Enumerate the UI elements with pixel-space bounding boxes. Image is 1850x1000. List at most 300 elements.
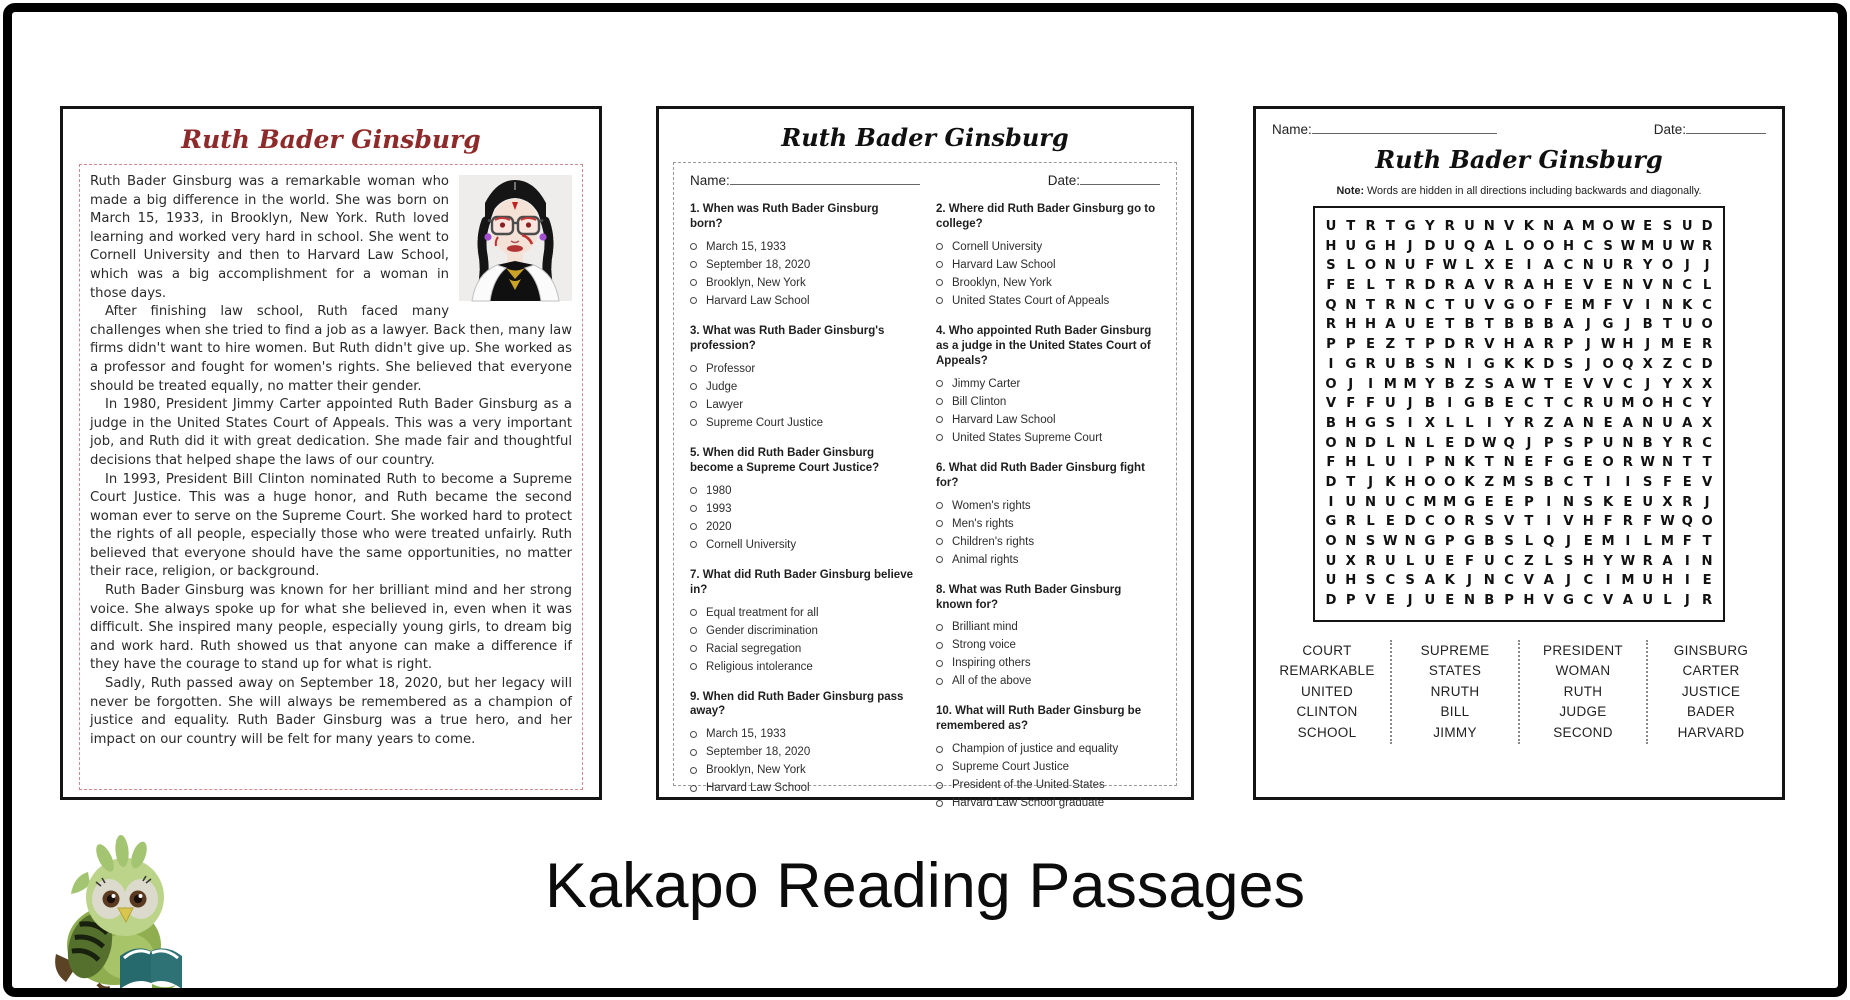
grid-letter: B bbox=[1642, 317, 1653, 333]
grid-letter: U bbox=[1642, 593, 1654, 609]
grid-letter: G bbox=[1404, 219, 1416, 234]
grid-letter: N bbox=[1701, 553, 1713, 569]
grid-letter: J bbox=[1684, 258, 1690, 274]
grid-letter: P bbox=[1543, 435, 1554, 451]
grid-letter: E bbox=[1445, 593, 1455, 609]
grid-row bbox=[1317, 473, 1721, 493]
grid-letter: J bbox=[1407, 593, 1413, 609]
grid-letter: J bbox=[1467, 573, 1472, 589]
option-label: United States Court of Appeals bbox=[952, 294, 1110, 307]
grid-letter: V bbox=[1503, 219, 1515, 234]
grid-letter: F bbox=[1544, 455, 1554, 471]
grid-letter: P bbox=[1524, 494, 1534, 510]
grid-letter: S bbox=[1603, 238, 1613, 254]
grid-letter: M bbox=[1581, 219, 1595, 234]
option-label: Brooklyn, New York bbox=[706, 764, 806, 777]
grid-letter: T bbox=[1484, 455, 1494, 471]
grid-letter: V bbox=[1622, 297, 1633, 313]
word-item: WOMAN bbox=[1555, 663, 1611, 679]
passage-paragraph: In 1993, President Bill Clinton nominated Ruth to become a Supreme Court Justice. This was a huge honor, and Ruth became the second woman ever to serve on the Supreme Court. She worked hard to protect the rights of all people, especially those who were treated unfairly. Ruth believed that everyone should have the same opportunities, no matter their race, religion, or background. bbox=[90, 471, 572, 580]
grid-letter: R bbox=[1682, 435, 1693, 451]
grid-letter: E bbox=[1682, 337, 1692, 353]
grid-letter: F bbox=[1643, 514, 1653, 530]
grid-letter: F bbox=[1603, 297, 1613, 313]
option-label: United States Supreme Court bbox=[952, 431, 1103, 444]
wordsearch-note bbox=[1256, 185, 1782, 197]
grid-letter: Y bbox=[1662, 435, 1673, 451]
passage-paragraph: Sadly, Ruth passed away on September 18, 2020, but her legacy will never be forgotten. She will always be remembered as a champion of justice and equality. Ruth Bader Ginsburg was a true hero, and her impact on our country will be felt for many years to come. bbox=[90, 676, 572, 747]
grid-row bbox=[1317, 434, 1721, 454]
option-label: Bill Clinton bbox=[952, 395, 1007, 408]
grid-letter: H bbox=[1345, 455, 1357, 471]
grid-letter: X bbox=[1345, 553, 1356, 569]
grid-letter: C bbox=[1583, 573, 1594, 589]
word-item: JUSTICE bbox=[1681, 683, 1741, 699]
word-item: UNITED bbox=[1300, 683, 1354, 699]
question-text: 1. When was Ruth Bader Ginsburg born? bbox=[690, 203, 879, 230]
question-text: 7. What did Ruth Bader Ginsburg believe in? bbox=[690, 568, 913, 596]
grid-letter: P bbox=[1425, 455, 1435, 471]
option-bullet-icon bbox=[936, 279, 943, 286]
grid-letter: O bbox=[1325, 534, 1337, 549]
grid-letter: T bbox=[1366, 297, 1376, 313]
grid-letter: T bbox=[1346, 219, 1356, 234]
word-item: PRESIDENT bbox=[1543, 642, 1623, 658]
grid-letter: J bbox=[1625, 317, 1631, 333]
option-bullet-icon bbox=[936, 556, 943, 563]
grid-letter: O bbox=[1602, 455, 1614, 471]
grid-letter: T bbox=[1682, 455, 1692, 471]
name-date-row bbox=[690, 173, 1160, 188]
grid-letter: O bbox=[1661, 258, 1674, 274]
option-label: Judge bbox=[706, 380, 738, 393]
word-search-page bbox=[1253, 106, 1785, 800]
grid-row bbox=[1317, 276, 1721, 296]
answer-option bbox=[936, 432, 1160, 444]
grid-letter: U bbox=[1345, 494, 1357, 510]
grid-letter: R bbox=[1444, 278, 1455, 294]
word-item: JUDGE bbox=[1559, 704, 1607, 720]
option-bullet-icon bbox=[936, 297, 943, 304]
answer-option bbox=[690, 625, 914, 637]
question-block bbox=[936, 324, 1160, 444]
grid-letter: N bbox=[1463, 593, 1476, 609]
grid-letter: U bbox=[1325, 573, 1337, 589]
date-field bbox=[1654, 122, 1766, 137]
option-label: Champion of justice and equality bbox=[952, 743, 1119, 756]
option-label: Harvard Law School bbox=[706, 294, 810, 307]
word-item: CARTER bbox=[1682, 663, 1740, 679]
grid-letter: U bbox=[1662, 415, 1673, 431]
grid-letter: F bbox=[1326, 278, 1336, 294]
date-blank-line bbox=[1686, 122, 1766, 134]
grid-letter: S bbox=[1425, 356, 1435, 372]
grid-letter: M bbox=[1581, 297, 1595, 313]
grid-letter: H bbox=[1582, 553, 1594, 569]
grid-letter: G bbox=[1464, 494, 1475, 510]
grid-letter: U bbox=[1464, 297, 1475, 313]
grid-letter: L bbox=[1346, 258, 1355, 274]
grid-letter: X bbox=[1662, 494, 1673, 510]
grid-letter: W bbox=[1640, 455, 1655, 471]
grid-letter: I bbox=[1684, 573, 1690, 589]
option-bullet-icon bbox=[690, 627, 697, 634]
grid-letter: D bbox=[1365, 435, 1376, 451]
grid-letter: D bbox=[1701, 219, 1713, 234]
grid-row bbox=[1317, 355, 1721, 375]
grid-letter: S bbox=[1563, 356, 1574, 372]
grid-letter: J bbox=[1704, 494, 1710, 510]
word-item: SECOND bbox=[1553, 724, 1613, 740]
grid-letter: S bbox=[1405, 573, 1415, 589]
answer-option bbox=[936, 639, 1160, 651]
option-label: Harvard Law School graduate bbox=[952, 797, 1105, 810]
word-item: RUTH bbox=[1563, 683, 1603, 699]
grid-letter: I bbox=[1684, 553, 1690, 569]
option-bullet-icon bbox=[936, 261, 943, 268]
option-label: Men's rights bbox=[952, 517, 1014, 530]
grid-letter: O bbox=[1642, 396, 1654, 412]
answer-option bbox=[936, 518, 1160, 530]
grid-letter: K bbox=[1385, 474, 1396, 490]
grid-letter: I bbox=[1605, 573, 1611, 589]
option-bullet-icon bbox=[936, 642, 943, 649]
option-bullet-icon bbox=[690, 243, 697, 250]
grid-row bbox=[1317, 493, 1721, 513]
grid-letter: U bbox=[1384, 396, 1396, 412]
grid-letter: S bbox=[1385, 415, 1396, 431]
grid-letter: O bbox=[1523, 297, 1535, 313]
grid-letter: L bbox=[1465, 258, 1474, 274]
answer-option bbox=[936, 295, 1160, 307]
grid-letter: R bbox=[1345, 514, 1356, 530]
grid-letter: U bbox=[1384, 494, 1396, 510]
grid-letter: S bbox=[1504, 534, 1514, 549]
grid-letter: H bbox=[1325, 238, 1337, 254]
grid-letter: H bbox=[1523, 593, 1535, 609]
grid-letter: R bbox=[1504, 278, 1515, 294]
grid-letter: A bbox=[1622, 593, 1633, 609]
grid-letter: N bbox=[1404, 297, 1416, 313]
grid-letter: H bbox=[1345, 573, 1357, 589]
grid-letter: J bbox=[1645, 376, 1651, 392]
grid-letter: T bbox=[1702, 455, 1712, 471]
grid-letter: B bbox=[1484, 593, 1495, 609]
grid-letter: H bbox=[1384, 238, 1396, 254]
grid-letter: D bbox=[1404, 514, 1416, 530]
word-list-column bbox=[1518, 640, 1646, 745]
date-label: Date: bbox=[1047, 173, 1080, 188]
option-bullet-icon bbox=[690, 261, 697, 268]
grid-letter: G bbox=[1602, 317, 1614, 333]
grid-letter: N bbox=[1562, 494, 1575, 510]
grid-letter: M bbox=[1660, 337, 1675, 353]
grid-letter: V bbox=[1523, 573, 1534, 589]
option-label: Harvard Law School bbox=[952, 258, 1056, 271]
grid-letter: W bbox=[1383, 534, 1398, 549]
word-item: REMARKABLE bbox=[1279, 663, 1375, 679]
grid-letter: M bbox=[1601, 534, 1615, 549]
grid-letter: L bbox=[1445, 415, 1454, 431]
grid-letter: U bbox=[1325, 219, 1337, 234]
grid-letter: E bbox=[1366, 337, 1376, 353]
question-block bbox=[690, 202, 914, 307]
option-label: Harvard Law School bbox=[952, 413, 1056, 426]
grid-letter: X bbox=[1701, 376, 1713, 392]
question-text: 9. When did Ruth Bader Ginsburg pass away? bbox=[690, 690, 904, 718]
grid-letter: H bbox=[1345, 415, 1357, 431]
grid-letter: Q bbox=[1503, 435, 1515, 451]
grid-letter: V bbox=[1642, 278, 1653, 294]
grid-letter: J bbox=[1585, 356, 1591, 372]
grid-letter: D bbox=[1325, 593, 1337, 609]
grid-letter: K bbox=[1444, 573, 1455, 589]
answer-option bbox=[690, 417, 914, 429]
answer-option bbox=[690, 503, 914, 515]
grid-letter: P bbox=[1345, 337, 1356, 353]
grid-letter: G bbox=[1365, 415, 1376, 431]
grid-letter: R bbox=[1464, 514, 1475, 530]
grid-letter: L bbox=[1524, 534, 1534, 549]
grid-letter: C bbox=[1623, 376, 1633, 392]
grid-letter: D bbox=[1464, 435, 1475, 451]
option-bullet-icon bbox=[936, 243, 943, 250]
option-label: Inspiring others bbox=[952, 657, 1031, 670]
grid-letter: O bbox=[1325, 435, 1337, 451]
grid-letter: E bbox=[1603, 278, 1613, 294]
grid-letter: I bbox=[1467, 356, 1472, 372]
grid-letter: U bbox=[1662, 238, 1673, 254]
answer-option bbox=[690, 746, 914, 758]
grid-letter: V bbox=[1543, 593, 1554, 609]
kakapo-logo bbox=[32, 842, 244, 992]
grid-letter: R bbox=[1325, 317, 1336, 333]
grid-letter: A bbox=[1682, 415, 1693, 431]
grid-row bbox=[1317, 591, 1721, 611]
comprehension-questions-page bbox=[656, 106, 1194, 810]
answer-option bbox=[690, 241, 914, 253]
grid-letter: Z bbox=[1524, 553, 1534, 569]
answer-option bbox=[690, 277, 914, 289]
grid-letter: C bbox=[1702, 297, 1712, 313]
answer-option bbox=[936, 259, 1160, 271]
grid-letter: A bbox=[1503, 376, 1515, 392]
grid-letter: N bbox=[1365, 494, 1377, 510]
word-item: STATES bbox=[1428, 663, 1482, 679]
grid-letter: K bbox=[1523, 219, 1535, 234]
grid-letter: C bbox=[1425, 297, 1435, 313]
grid-letter: P bbox=[1583, 435, 1594, 451]
grid-letter: E bbox=[1504, 494, 1514, 510]
option-bullet-icon bbox=[690, 419, 697, 426]
grid-letter: I bbox=[1645, 297, 1651, 313]
option-bullet-icon bbox=[936, 538, 943, 545]
answer-option bbox=[690, 363, 914, 375]
grid-letter: O bbox=[1444, 514, 1456, 530]
grid-letter: R bbox=[1543, 337, 1554, 353]
grid-letter: R bbox=[1405, 278, 1416, 294]
option-bullet-icon bbox=[936, 398, 943, 405]
grid-letter: A bbox=[1424, 573, 1436, 589]
grid-letter: K bbox=[1523, 356, 1535, 372]
option-label: Supreme Court Justice bbox=[952, 761, 1069, 774]
grid-letter: R bbox=[1365, 219, 1376, 234]
grid-letter: X bbox=[1701, 415, 1713, 431]
grid-letter: R bbox=[1365, 356, 1376, 372]
grid-letter: E bbox=[1524, 455, 1534, 471]
grid-letter: J bbox=[1407, 396, 1413, 412]
grid-letter: N bbox=[1444, 455, 1456, 471]
grid-letter: R bbox=[1523, 415, 1534, 431]
grid-letter: V bbox=[1484, 337, 1495, 353]
grid-letter: A bbox=[1484, 238, 1495, 254]
word-list bbox=[1264, 640, 1774, 745]
option-bullet-icon bbox=[936, 380, 943, 387]
option-bullet-icon bbox=[690, 523, 697, 530]
grid-letter: U bbox=[1642, 573, 1654, 589]
grid-letter: M bbox=[1403, 376, 1417, 392]
grid-letter: J bbox=[1526, 435, 1532, 451]
name-field bbox=[1272, 122, 1497, 137]
grid-letter: R bbox=[1464, 337, 1475, 353]
grid-letter: V bbox=[1503, 514, 1515, 530]
word-item: CLINTON bbox=[1296, 704, 1358, 720]
grid-letter: E bbox=[1583, 534, 1593, 549]
option-label: Brilliant mind bbox=[952, 621, 1018, 634]
option-label: Strong voice bbox=[952, 639, 1016, 652]
date-blank-line bbox=[1080, 173, 1160, 185]
option-label: Religious intolerance bbox=[706, 660, 813, 673]
option-label: September 18, 2020 bbox=[706, 746, 811, 759]
grid-letter: N bbox=[1622, 435, 1634, 451]
grid-row bbox=[1317, 571, 1721, 591]
grid-letter: H bbox=[1543, 278, 1555, 294]
grid-letter: F bbox=[1682, 534, 1692, 549]
grid-letter: V bbox=[1701, 474, 1713, 490]
grid-row bbox=[1317, 552, 1721, 572]
grid-letter: M bbox=[1621, 573, 1635, 589]
grid-letter: H bbox=[1404, 474, 1416, 490]
name-label: Name: bbox=[690, 173, 730, 188]
grid-letter: L bbox=[1386, 435, 1395, 451]
grid-letter: S bbox=[1365, 534, 1376, 549]
grid-letter: L bbox=[1425, 435, 1435, 451]
answer-option bbox=[936, 277, 1160, 289]
questions-col-right bbox=[936, 202, 1160, 826]
passage-paragraph: Ruth Bader Ginsburg was a remarkable woman who made a big difference in the world. She was born on March 15, 1933, in Brooklyn, New York. Ruth loved learning and worked very hard in school. She went to Cornell University and then to Harvard Law School, which was a big accomplishment for a woman in those days. bbox=[90, 174, 449, 301]
grid-letter: W bbox=[1620, 238, 1636, 254]
grid-letter: Y bbox=[1425, 219, 1435, 234]
option-bullet-icon bbox=[690, 505, 697, 512]
grid-letter: X bbox=[1642, 356, 1653, 372]
grid-letter: U bbox=[1681, 219, 1693, 234]
grid-row bbox=[1317, 532, 1721, 552]
grid-letter: U bbox=[1345, 238, 1357, 254]
grid-letter: D bbox=[1325, 474, 1337, 490]
grid-letter: U bbox=[1424, 593, 1436, 609]
grid-letter: W bbox=[1660, 514, 1675, 530]
grid-letter: E bbox=[1445, 435, 1455, 451]
grid-letter: H bbox=[1622, 337, 1634, 353]
grid-letter: A bbox=[1523, 278, 1534, 294]
word-item: COURT bbox=[1302, 642, 1352, 658]
answer-option bbox=[690, 728, 914, 740]
question-text: 4. Who appointed Ruth Bader Ginsburg as a judge in the United States Court of Appeals? bbox=[936, 324, 1152, 367]
option-label: 1993 bbox=[706, 502, 732, 515]
grid-letter: N bbox=[1483, 219, 1495, 234]
grid-letter: K bbox=[1503, 356, 1515, 372]
grid-letter: S bbox=[1563, 553, 1574, 569]
grid-letter: G bbox=[1464, 396, 1475, 412]
question-text: 8. What was Ruth Bader Ginsburg known for? bbox=[936, 583, 1122, 611]
wordsearch-grid bbox=[1317, 217, 1721, 611]
reading-passage-page bbox=[60, 106, 602, 800]
option-label: Supreme Court Justice bbox=[706, 416, 823, 429]
grid-letter: E bbox=[1702, 573, 1712, 589]
grid-letter: Q bbox=[1681, 514, 1693, 530]
grid-letter: L bbox=[1465, 415, 1474, 431]
grid-letter: Y bbox=[1702, 396, 1712, 412]
grid-letter: X bbox=[1424, 415, 1435, 431]
grid-letter: O bbox=[1364, 258, 1377, 274]
grid-letter: G bbox=[1464, 534, 1475, 549]
grid-letter: A bbox=[1563, 415, 1574, 431]
grid-letter: P bbox=[1444, 534, 1455, 549]
grid-letter: V bbox=[1583, 376, 1594, 392]
answer-option bbox=[936, 414, 1160, 426]
grid-letter: E bbox=[1643, 219, 1653, 234]
wordsearch-grid-box bbox=[1313, 206, 1725, 622]
option-bullet-icon bbox=[690, 785, 697, 792]
word-item: SCHOOL bbox=[1297, 724, 1357, 740]
grid-letter: U bbox=[1681, 317, 1693, 333]
option-bullet-icon bbox=[936, 782, 943, 789]
grid-letter: Q bbox=[1463, 238, 1476, 254]
grid-letter: V bbox=[1484, 297, 1495, 313]
grid-letter: W bbox=[1521, 376, 1537, 392]
question-block bbox=[936, 202, 1160, 307]
option-label: All of the above bbox=[952, 675, 1032, 688]
grid-letter: I bbox=[1546, 494, 1552, 510]
grid-letter: S bbox=[1365, 573, 1376, 589]
word-item: HARVARD bbox=[1677, 724, 1745, 740]
grid-letter: N bbox=[1483, 573, 1495, 589]
grid-letter: M bbox=[1660, 534, 1675, 549]
option-label: 2020 bbox=[706, 520, 732, 533]
question-text: 5. When did Ruth Bader Ginsburg become a Supreme Court Justice? bbox=[690, 446, 880, 474]
grid-letter: Z bbox=[1543, 415, 1554, 431]
question-block bbox=[936, 704, 1160, 809]
grid-letter: P bbox=[1563, 337, 1574, 353]
answer-option bbox=[936, 241, 1160, 253]
question-text: 2. Where did Ruth Bader Ginsburg go to college? bbox=[936, 203, 1156, 230]
grid-letter: B bbox=[1405, 356, 1416, 372]
grid-letter: L bbox=[1663, 593, 1672, 609]
grid-letter: R bbox=[1583, 396, 1594, 412]
questions-col-left bbox=[690, 202, 914, 826]
grid-letter: L bbox=[1544, 553, 1553, 569]
answer-option bbox=[690, 295, 914, 307]
grid-letter: E bbox=[1563, 278, 1573, 294]
grid-letter: T bbox=[1544, 396, 1554, 412]
grid-letter: E bbox=[1563, 297, 1573, 313]
grid-letter: U bbox=[1325, 553, 1337, 569]
option-bullet-icon bbox=[936, 678, 943, 685]
grid-letter: X bbox=[1682, 376, 1693, 392]
grid-letter: R bbox=[1642, 553, 1653, 569]
grid-letter: U bbox=[1602, 435, 1614, 451]
grid-letter: T bbox=[1544, 376, 1554, 392]
